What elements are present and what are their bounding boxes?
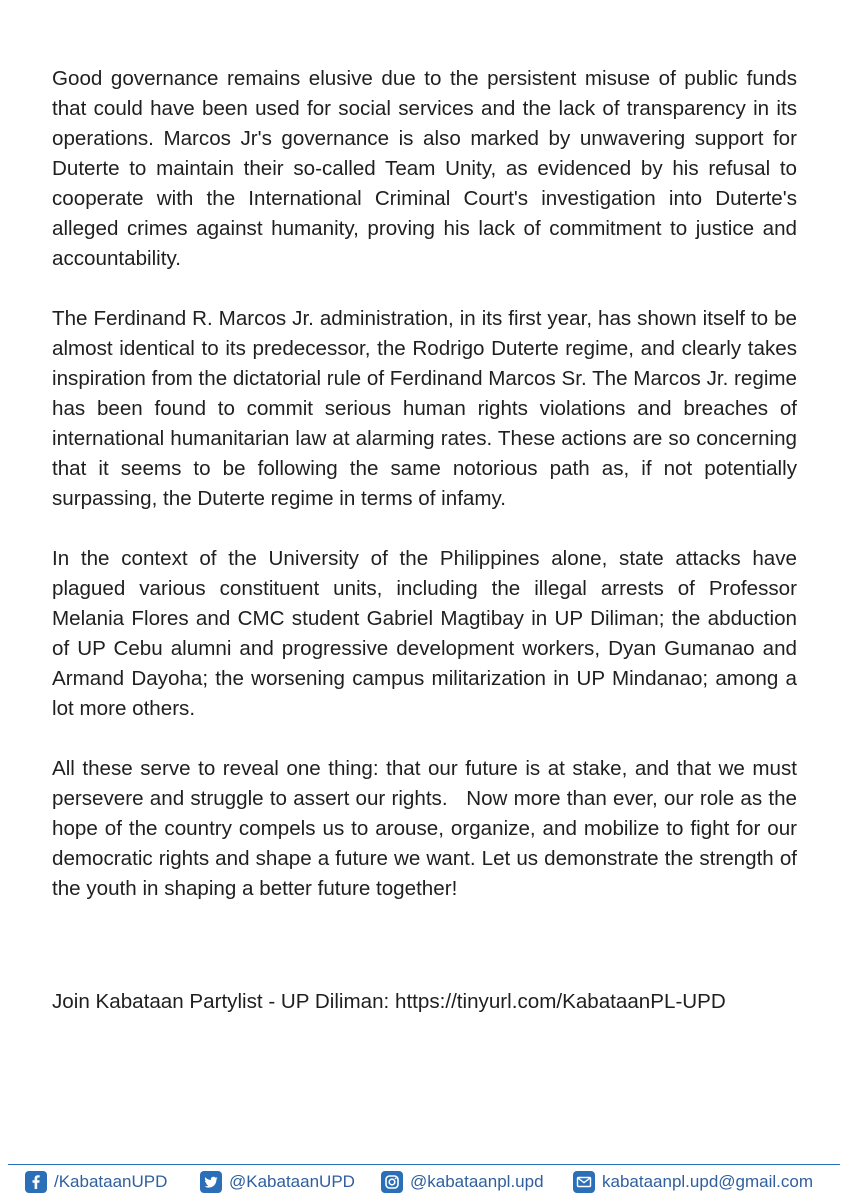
facebook-link[interactable] (25, 1171, 167, 1193)
instagram-link[interactable] (381, 1171, 544, 1193)
email-icon (573, 1171, 595, 1193)
paragraph-up-context: In the context of the University of the Philippines alone, state attacks have plagued various constituent units, including the illegal arrests of Professor Melania Flores and CMC student Gabriel Magtibay in UP Diliman; the abduction of UP Cebu alumni and progressive development workers, Dyan Gumanao and Armand Dayoha; the worsening campus militarization in UP Mindanao; among a lot more others. (52, 547, 803, 720)
instagram-handle: @kabataanpl.upd (410, 1172, 544, 1191)
twitter-handle: @KabataanUPD (229, 1172, 355, 1191)
instagram-icon (381, 1171, 403, 1193)
twitter-link[interactable] (200, 1171, 355, 1193)
join-link-text[interactable]: Join Kabataan Partylist - UP Diliman: https://tinyurl.com/KabataanPL-UPD (52, 990, 726, 1013)
email-link[interactable] (573, 1171, 813, 1193)
footer-divider (8, 1164, 840, 1165)
twitter-icon (200, 1171, 222, 1193)
facebook-handle: /KabataanUPD (54, 1172, 168, 1191)
email-address: kabataanpl.upd@gmail.com (602, 1172, 813, 1191)
paragraph-governance: Good governance remains elusive due to the persistent misuse of public funds that could have been used for social services and the lack of transparency in its operations. Marcos Jr's governance is also marked by unwavering support for Duterte to maintain their so-called Team Unity, as evidenced by his refusal to cooperate with the International Criminal Court's investigation into Duterte's alleged crimes against humanity, proving his lack of commitment to justice and accountability. (52, 67, 803, 270)
social-footer (0, 1164, 848, 1200)
article-body (52, 64, 803, 904)
paragraph-call-to-action: All these serve to reveal one thing: that our future is at stake, and that we must persevere and struggle to assert our rights. Now more than ever, our role as the hope of the country compels us to arouse, organize, and mobilize to fight for our democratic rights and shape a future we want. Let us demonstrate the strength of the youth in shaping a better future together! (52, 757, 803, 900)
paragraph-administration: The Ferdinand R. Marcos Jr. administration, in its first year, has shown itself to be almost identical to its predecessor, the Rodrigo Duterte regime, and clearly takes inspiration from the dictatorial rule of Ferdinand Marcos Sr. The Marcos Jr. regime has been found to commit serious human rights violations and breaches of international humanitarian law at alarming rates. These actions are so concerning that it seems to be following the same notorious path as, if not potentially surpassing, the Duterte regime in terms of infamy. (52, 307, 803, 510)
facebook-icon (25, 1171, 47, 1193)
